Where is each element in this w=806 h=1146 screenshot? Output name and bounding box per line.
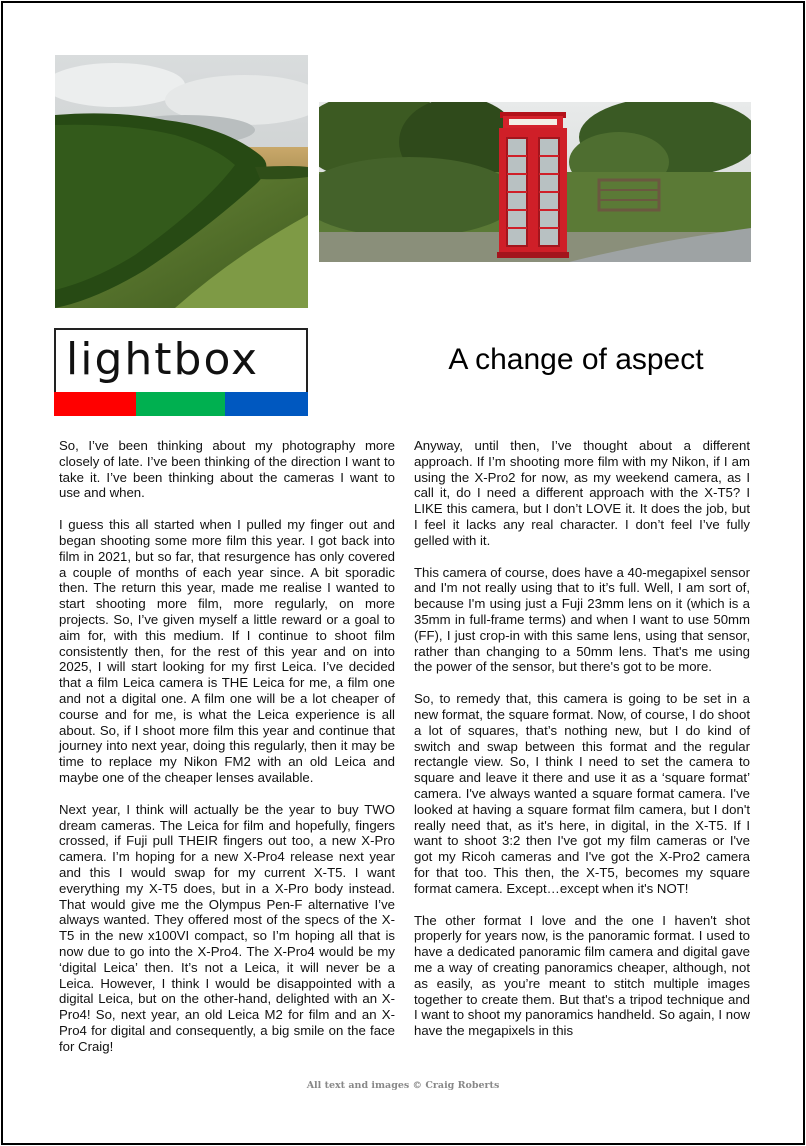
right-column xyxy=(414,438,750,1055)
paragraph: So, I’ve been thinking about my photography more closely of late. I’ve been thinking of the direction I want to take it. I’ve been thinking about the cameras I want to use and when. xyxy=(59,438,395,501)
paragraph: Anyway, until then, I’ve thought about a different approach. If I’m shooting more film with my Nikon, if I am using the X-Pro2 for now, as my weekend camera, as I call it, do I need a different approach with the X-T5? I LIKE this camera, but I don’t LOVE it. It does the job, but I feel it lacks any real character. I don’t feel I’ve fully gelled with it. xyxy=(414,438,750,548)
logo-bar-red xyxy=(54,392,136,416)
logo-frame xyxy=(54,328,308,394)
paragraph: The other format I love and the one I haven't shot properly for years now, is the panoramic format. I used to have a dedicated panoramic film camera and digital gave me a way of creating panoramics cheaper, although, not as easily, as you’re meant to stitch multiple images together to create them. But that's a tripod technique and I want to shoot my panoramics handheld. So again, I now have the megapixels in this xyxy=(414,912,750,1039)
article-headline: A change of aspect xyxy=(448,343,704,376)
paragraph: This camera of course, does have a 40-megapixel sensor and I'm not really using that to it’s full. Well, I am sort of, because I'm using just a Fuji 23mm lens on it (which is a 35mm in full-frame terms) and when I want to use 50mm (FF), I just crop-in with this same lens, using that sensor, rather than changing to a 50mm lens. That's me using the power of the sensor, but there's got to be more. xyxy=(414,564,750,675)
logo-bar-blue xyxy=(225,392,308,416)
hedge-and-field-photo xyxy=(55,55,308,308)
left-column xyxy=(59,438,395,1070)
paragraph: I guess this all started when I pulled my finger out and began shooting some more film this year. I got back into film in 2021, but so far, that resurgence has only covered a couple of months of each year since. A bit sporadic then. The return this year, made me realise I wanted to start shooting more film, more regularly, on more projects. So, I’ve given myself a little reward or a goal to aim for, with this medium. If I continue to shoot film consistently then, for the rest of this year and on into 2025, I will start looking for my first Leica. I’ve decided that a film Leica camera is THE Leica for me, a film one and not a digital one. A film one will be a lot cheaper of course and for me, is what the Leica experience is all about. So, if I shoot more film this year and continue that journey into next year, doing this regularly, then it may be time to replace my Nikon FM2 with an old Leica and maybe one of the cheaper lenses available. xyxy=(59,517,395,785)
logo-color-bars xyxy=(54,392,308,416)
logo-text: lightbox xyxy=(66,334,260,385)
paragraph: Next year, I think will actually be the year to buy TWO dream cameras. The Leica for film and hopefully, fingers crossed, if Fuji pull THEIR fingers out too, a new X-Pro camera. I’m hoping for a new X-Pro4 release next year and this I would swap for my current X-T5. I want everything my X-T5 does, but in a X-Pro body instead. That would give me the Olympus Pen-F alternative I’ve always wanted. They offered most of the specs of the X-T5 in the new x100VI compact, so I’m hoping all that is now due to go into the X-Pro4. The X-Pro4 would be my ‘digital Leica’ then. It’s not a Leica, it will never be a Leica. However, I think I would be disappointed with a digital Leica, but on the other-hand, delighted with an X-Pro4! So, next year, an old Leica M2 for film and an X-Pro4 for digital and consequently, a big smile on the face for Craig! xyxy=(59,801,395,1054)
red-telephone-box-photo xyxy=(319,102,751,262)
paragraph: So, to remedy that, this camera is going to be set in a new format, the square format. Now, of course, I do shoot a lot of squares, that’s nothing new, but I do kind of switch and swap between this format and the regular rectangle view. So, I think I need to set the camera to square and leave it there and use it as a ‘square format’ camera. I've always wanted a square format camera. I've looked at having a square format film camera, but I don't really need that, as it's here, in digital, in the X-T5. If I want to shoot 3:2 then I've got my film cameras or I've got my Ricoh cameras and I've got the X-Pro2 camera for that too. This then, the X-T5, becomes my square format camera. Except…except when it's NOT! xyxy=(414,691,750,896)
copyright-footer: All text and images © Craig Roberts xyxy=(306,1080,500,1091)
lightbox-logo xyxy=(54,328,308,416)
logo-bar-green xyxy=(136,392,225,416)
